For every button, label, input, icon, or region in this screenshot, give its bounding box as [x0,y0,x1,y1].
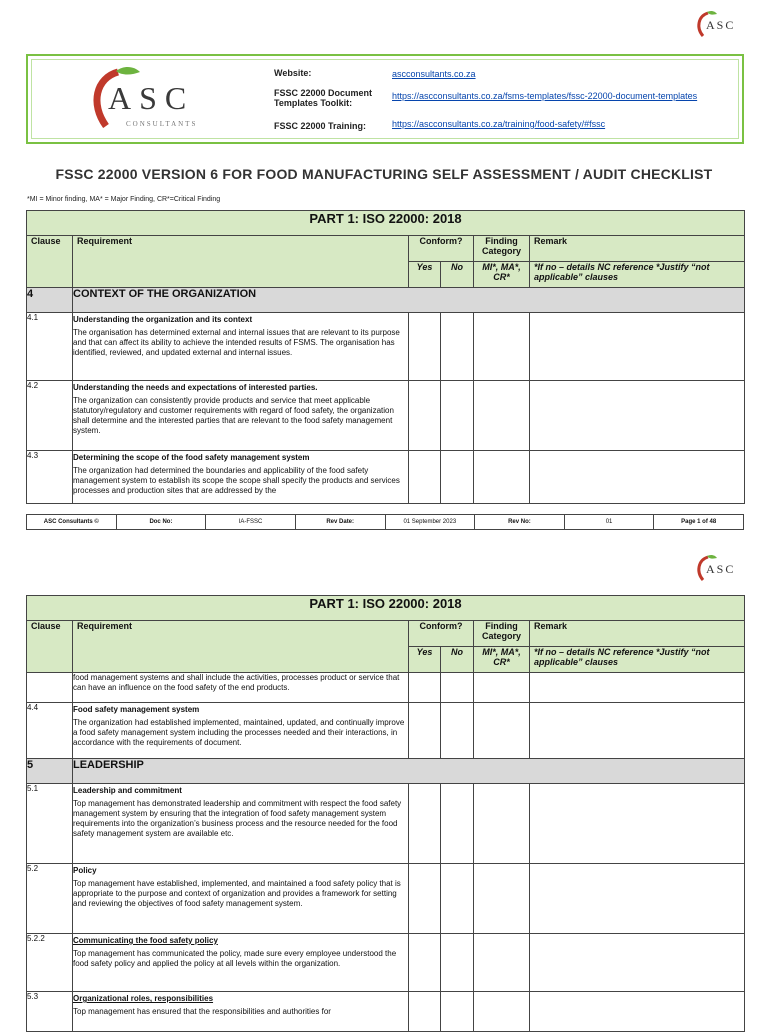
requirement-title: Organizational roles, responsibilities [73,994,214,1003]
no-cell[interactable] [441,784,474,864]
remark-cell[interactable] [530,992,745,1032]
no-cell[interactable] [441,703,474,759]
finding-codes-header: MI*, MA*, CR* [474,262,530,288]
table-row [27,934,745,992]
requirement-title: Communicating the food safety policy [73,936,218,945]
footer-doc-no-label: Doc No: [116,515,206,530]
finding-legend: *MI = Minor finding, MA* = Major Finding, CR*=Critical Finding [27,196,221,203]
training-label: FSSC 22000 Training: [274,121,367,131]
checklist-table-page1 [26,210,745,504]
requirement-title: Leadership and commitment [73,786,182,795]
requirement-text: The organization had determined the boundaries and applicability of the food safety management system to establish its scope the scope shall specify the products and services processes and production sites that are addressed by the [73,466,400,495]
finding-cell[interactable] [474,864,530,934]
footer-rev-no-label: Rev No: [475,515,565,530]
header-box [26,54,744,144]
finding-cell[interactable] [474,451,530,504]
yes-cell[interactable] [409,992,441,1032]
requirement-title: Food safety management system [73,705,200,714]
remark-header: Remark [530,236,745,262]
clause-number: 5.2.2 [27,934,73,992]
toolkit-label: FSSC 22000 Document Templates Toolkit: [274,88,373,108]
finding-cell[interactable] [474,784,530,864]
finding-cell[interactable] [474,673,530,703]
no-cell[interactable] [441,381,474,451]
requirement-title: Understanding the organization and its context [73,315,253,324]
yes-cell[interactable] [409,673,441,703]
table-row [27,784,745,864]
requirement-text: Top management have established, implemented, and maintained a food safety policy that is appropriate to the purpose and context of organization and provides a framework for setting and reviewing the objectives of food safety management system. [73,879,401,908]
clause-number: 4.4 [27,703,73,759]
finding-category-header: Finding Category [474,236,530,262]
no-header: No [441,262,474,288]
footer-rev-no: 01 [564,515,654,530]
no-cell[interactable] [441,673,474,703]
remark-cell[interactable] [530,381,745,451]
requirement-text: The organization can consistently provide products and service that meet applicable statutory/regulatory and customer requirements with regard of food safety, the organization shall determine and the interested parties that are relevant to the food safety management system. [73,396,394,435]
finding-cell[interactable] [474,934,530,992]
clause-number: 5.3 [27,992,73,1032]
table-row [27,992,745,1032]
document-title: FSSC 22000 VERSION 6 FOR FOOD MANUFACTURING SELF ASSESSMENT / AUDIT CHECKLIST [55,166,713,182]
no-cell[interactable] [441,934,474,992]
conform-header: Conform? [409,621,474,647]
toolkit-link[interactable]: https://ascconsultants.co.za/fsms-templates/fssc-22000-document-templates [392,91,698,101]
remark-cell[interactable] [530,784,745,864]
requirement-text: The organization had established implemented, maintained, updated, and continually improve a food safety management system including the processes needed and their interactions, in accordance with the requirements of document. [73,718,405,747]
no-cell[interactable] [441,451,474,504]
requirement-text: Top management has demonstrated leadership and commitment with respect the food safety management system by ensuring that the integration of food safety management system requirements into the organization’s business process and the resource needed for the food safety management system are available etc. [73,799,402,838]
remark-cell[interactable] [530,451,745,504]
yes-cell[interactable] [409,784,441,864]
finding-codes-header: MI*, MA*, CR* [474,647,530,673]
table-row [27,451,745,504]
finding-cell[interactable] [474,313,530,381]
requirement-header: Requirement [73,621,409,673]
clause-number: 4.1 [27,313,73,381]
logo-name: ASC [108,80,195,116]
clause-header: Clause [27,236,73,288]
website-label: Website: [274,68,312,78]
logo-text: ASC [706,18,736,32]
no-cell[interactable] [441,864,474,934]
finding-cell[interactable] [474,703,530,759]
table-row [27,313,745,381]
yes-cell[interactable] [409,313,441,381]
requirement-text: Top management has ensured that the responsibilities and authorities for [73,1007,331,1016]
yes-cell[interactable] [409,703,441,759]
yes-cell[interactable] [409,451,441,504]
footer-doc-no: IA-FSSC [206,515,296,530]
remark-cell[interactable] [530,934,745,992]
table-row [27,864,745,934]
requirement-header: Requirement [73,236,409,288]
company-logo [86,64,236,136]
part-title: PART 1: ISO 22000: 2018 [27,596,745,621]
clause-number: 4.2 [27,381,73,451]
logo-text: ASC [706,562,736,576]
yes-header: Yes [409,262,441,288]
yes-cell[interactable] [409,864,441,934]
company-logo-small [694,10,742,40]
yes-header: Yes [409,647,441,673]
requirement-text: Top management has communicated the policy, made sure every employee understood the food safety policy and applied the policy at all levels within the organization. [73,949,397,968]
section-number: 4 [27,288,73,313]
no-cell[interactable] [441,992,474,1032]
table-row [27,703,745,759]
footer-page-number: Page 1 of 48 [654,515,744,530]
yes-cell[interactable] [409,381,441,451]
section-title: LEADERSHIP [73,759,745,784]
clause-number: 4.3 [27,451,73,504]
requirement-continuation-text: food management systems and shall include the activities, processes product or service that can have an influence on the food safety of the end products. [73,673,400,692]
training-link[interactable]: https://ascconsultants.co.za/training/food-safety/#fssc [392,119,606,129]
table-row [27,673,745,703]
website-link[interactable]: ascconsultants.co.za [392,69,476,79]
section-number: 5 [27,759,73,784]
logo-subtext: CONSULTANTS [126,120,198,128]
remark-header: Remark [530,621,745,647]
remark-cell[interactable] [530,673,745,703]
clause-number: 5.1 [27,784,73,864]
finding-category-header: Finding Category [474,621,530,647]
no-header: No [441,647,474,673]
part-title: PART 1: ISO 22000: 2018 [27,211,745,236]
requirement-title: Policy [73,866,97,875]
finding-cell[interactable] [474,381,530,451]
company-logo-small [694,554,742,584]
table-row [27,381,745,451]
requirement-title: Understanding the needs and expectations of interested parties. [73,383,318,392]
no-cell[interactable] [441,313,474,381]
remark-cell[interactable] [530,313,745,381]
requirement-text: The organisation has determined external and internal issues that are relevant to its purpose and that can affect its ability to achieve the intended results of FSMS. The organisation has identified, reviewed, and updated external and internal issues. [73,328,400,357]
remark-note-header: *If no – details NC reference *Justify “not applicable” clauses [530,262,745,288]
conform-header: Conform? [409,236,474,262]
footer-company: ASC Consultants © [27,515,117,530]
footer-rev-date-label: Rev Date: [295,515,385,530]
yes-cell[interactable] [409,934,441,992]
requirement-title: Determining the scope of the food safety management system [73,453,310,462]
remark-note-header: *If no – details NC reference *Justify “not applicable” clauses [530,647,745,673]
remark-cell[interactable] [530,703,745,759]
clause-header: Clause [27,621,73,673]
remark-cell[interactable] [530,864,745,934]
finding-cell[interactable] [474,992,530,1032]
page-footer [26,514,744,530]
footer-rev-date: 01 September 2023 [385,515,475,530]
section-title: CONTEXT OF THE ORGANIZATION [73,288,745,313]
clause-number: 5.2 [27,864,73,934]
checklist-table-page2 [26,595,745,1032]
